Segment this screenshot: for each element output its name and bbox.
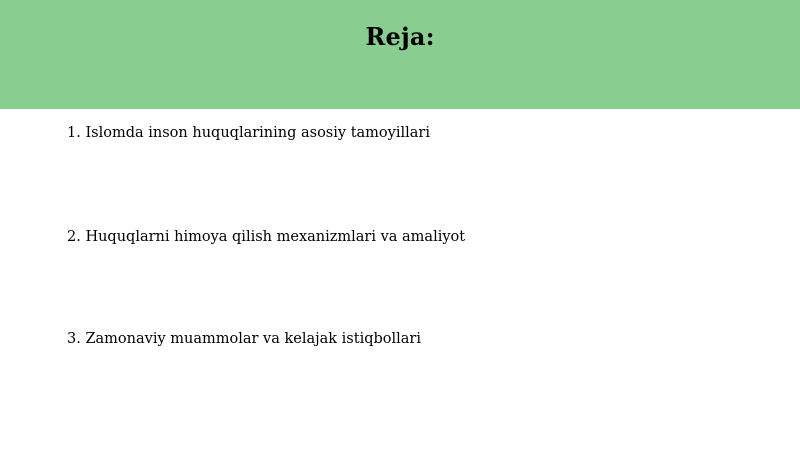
- plan-item-1: 1. Islomda inson huquqlarining asosiy tamoyillari: [67, 125, 430, 141]
- plan-list: [67, 0, 767, 449]
- plan-item-3: 3. Zamonaviy muammolar va kelajak istiqbollari: [67, 331, 421, 347]
- plan-item-2: 2. Huquqlarni himoya qilish mexanizmlari va amaliyot: [67, 229, 466, 245]
- slide-title: Reja:: [365, 22, 435, 51]
